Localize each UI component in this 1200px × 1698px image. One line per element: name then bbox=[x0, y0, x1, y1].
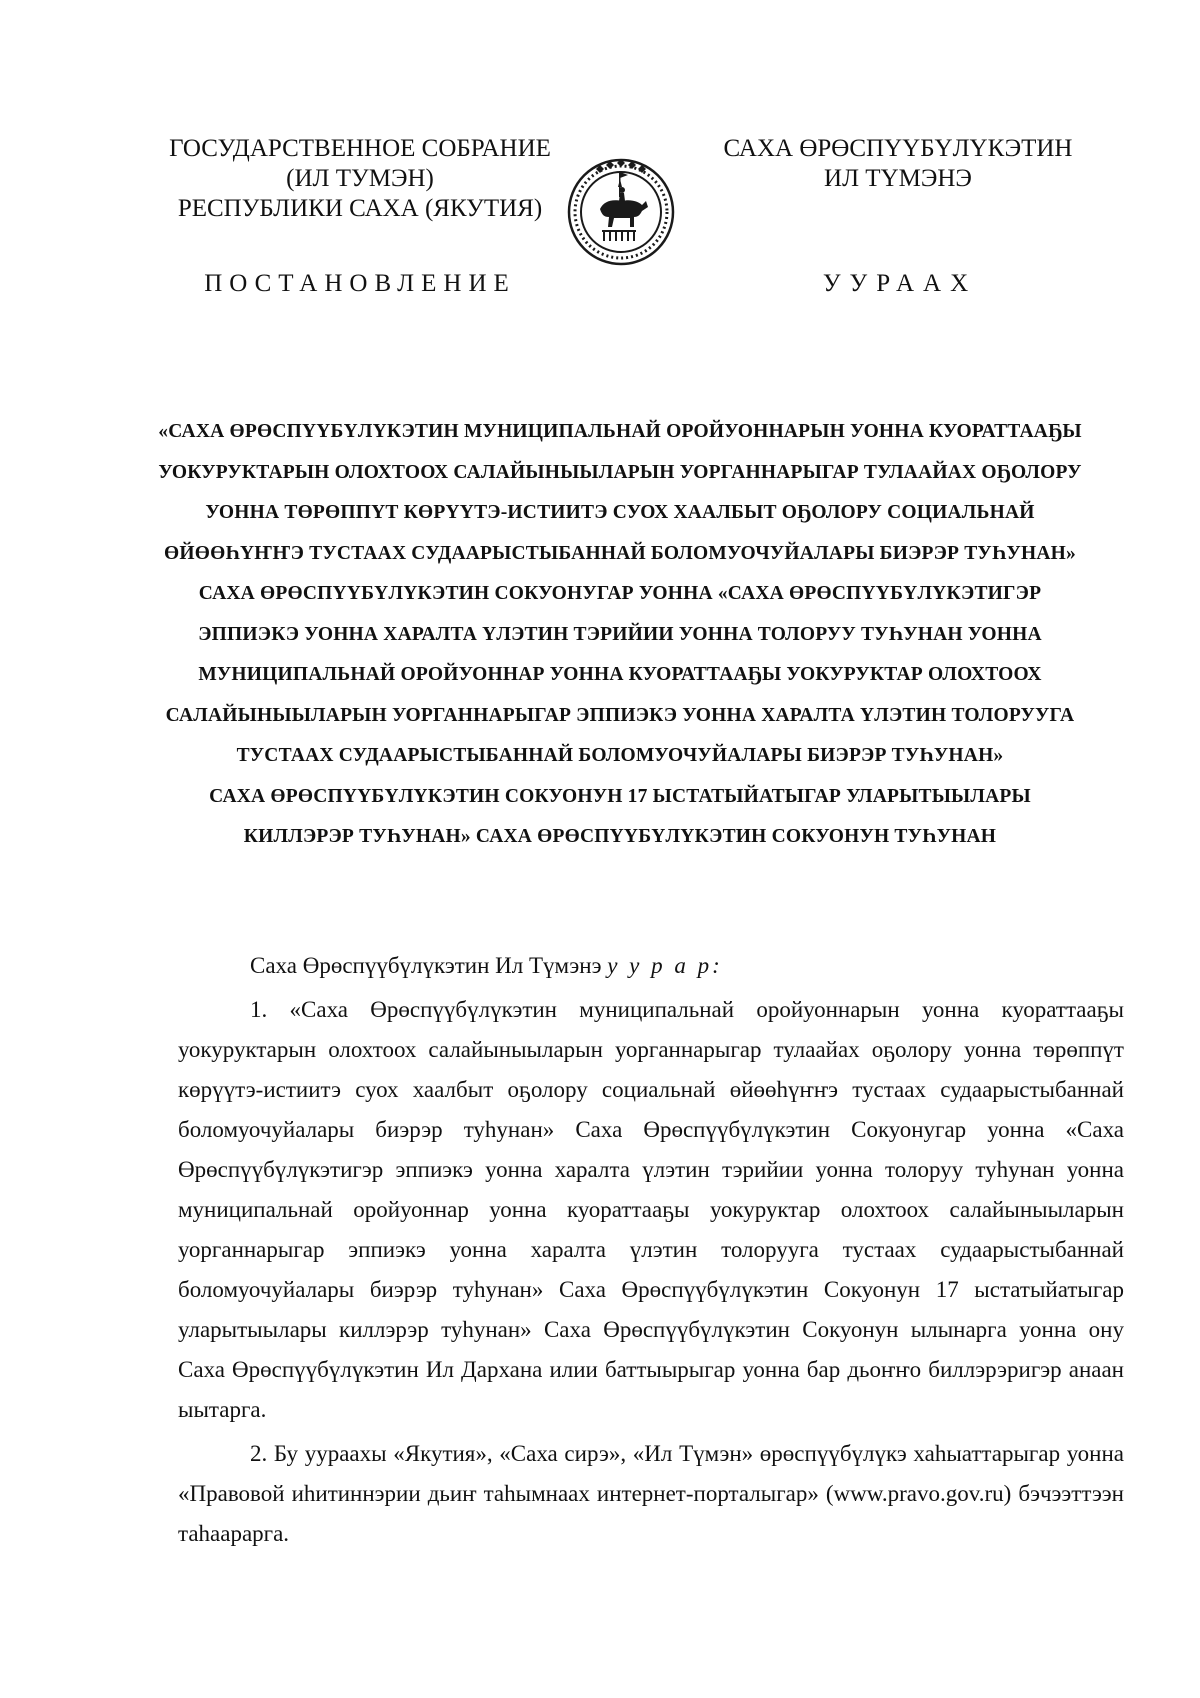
header-yakut-line2: ИЛ ТҮМЭНЭ bbox=[824, 165, 972, 192]
header-yakut-line1: САХА ӨРӨСПҮҮБҮЛҮКЭТИН bbox=[723, 135, 1073, 162]
doctype-russian: ПОСТАНОВЛЕНИЕ bbox=[204, 270, 516, 297]
paragraph-2: 2. Бу уураахы «Якутия», «Саха сирэ», «Ил Түмэн» өрөспүүбүлүкэ хаһыаттарыгар уонна «Правовой иһитиннэрии дьиҥ таһымнаах интернет-порталыгар» (www.pravo.gov.ru) бэчээттээн таһаарарга. bbox=[178, 1441, 1124, 1546]
coat-of-arms-icon bbox=[566, 157, 676, 267]
header-russian-line3: РЕСПУБЛИКИ САХА (ЯКУТИЯ) bbox=[177, 195, 543, 222]
title-line: САХА ӨРӨСПҮҮБҮЛҮКЭТИН СОКУОНУН 17 ЫСТАТЫЙАТЫГАР УЛАРЫТЫЫЛАРЫ bbox=[209, 785, 1031, 807]
title-line: УОННА ТӨРӨППҮТ КӨРҮҮТЭ-ИСТИИТЭ СУОХ ХААЛБЫТ ОҔОЛОРУ СОЦИАЛЬНАЙ bbox=[205, 502, 1035, 523]
title-line: УОКУРУКТАРЫН ОЛОХТООХ САЛАЙЫНЫЫЛАРЫН УОРГАННАРЫГАР ТУЛААЙАХ ОҔОЛОРУ bbox=[158, 461, 1082, 483]
title-line: КИЛЛЭРЭР ТУҺУНАН» САХА ӨРӨСПҮҮБҮЛҮКЭТИН СОКУОНУН ТУҺУНАН bbox=[243, 826, 997, 847]
title-line: ӨЙӨӨҺҮҤҤЭ ТУСТААХ СУДААРЫСТЫБАННАЙ БОЛОМУОЧУЙАЛАРЫ БИЭРЭР ТУҺУНАН» bbox=[164, 542, 1076, 564]
paragraph-1: 1. «Саха Өрөспүүбүлүкэтин муниципальнай оройуоннарын уонна куораттааҕы уокуруктарын олохтоох салайыныыларын уорганнарыгар тулаайах оҕолору уонна төрөппүт көрүүтэ-истиитэ суох хаалбыт оҕолору социальнай өйөөһүҥҥэ тустаах судаарыстыбаннай боломуочуйалары биэрэр туһунан» Саха Өрөспүүбүлүкэтин Сокуонугар уонна «Саха Өрөспүүбүлүкэтигэр эппиэкэ уонна харалта үлэтин тэрийии уонна толоруу туһунан уонна муниципальнай оройуоннар уонна куораттааҕы уокуруктар олохтоох салайыныыларын уорганнарыгар эппиэкэ уонна харалта үлэтин толорууга тустаах судаарыстыбаннай боломуочуйалары биэрэр туһунан» Саха Өрөспүүбүлүкэтин Сокуонун 17 ыстатыйатыгар уларытыылары киллэрэр туһунан» Саха Өрөспүүбүлүкэтин Сокуонун ылынарга уонна ону Саха Өрөспүүбүлүкэтин Ил Дархана илии баттыырыгар уонна бар дьоҥҥо биллэрэригэр анаан ыытарга. bbox=[178, 997, 1124, 1422]
decree-intro bbox=[178, 946, 1124, 986]
title-line: ЭППИЭКЭ УОННА ХАРАЛТА ҮЛЭТИН ТЭРИЙИИ УОННА ТОЛОРУУ ТУҺУНАН УОННА bbox=[198, 623, 1042, 645]
decree-word: у у р а р: bbox=[607, 953, 723, 978]
header-russian-line1: ГОСУДАРСТВЕННОЕ СОБРАНИЕ bbox=[169, 135, 551, 162]
title-line: МУНИЦИПАЛЬНАЙ ОРОЙУОННАР УОННА КУОРАТТААҔЫ УОКУРУКТАР ОЛОХТООХ bbox=[198, 664, 1042, 685]
decree-intro-text: Саха Өрөспүүбүлүкэтин Ил Түмэнэ bbox=[250, 953, 602, 978]
title-line: ТУСТААХ СУДААРЫСТЫБАННАЙ БОЛОМУОЧУЙАЛАРЫ БИЭРЭР ТУҺУНАН» bbox=[236, 745, 1004, 766]
header-russian-line2: (ИЛ ТУМЭН) bbox=[286, 165, 434, 192]
title-line: САХА ӨРӨСПҮҮБҮЛҮКЭТИН СОКУОНУГАР УОННА «САХА ӨРӨСПҮҮБҮЛҮКЭТИГЭР bbox=[198, 583, 1042, 604]
title-line: САЛАЙЫНЫЫЛАРЫН УОРГАННАРЫГАР ЭППИЭКЭ УОННА ХАРАЛТА ҮЛЭТИН ТОЛОРУУГА bbox=[165, 704, 1075, 726]
doctype-yakut: УУРААХ bbox=[822, 270, 978, 297]
header-yakut bbox=[718, 134, 1078, 194]
title-line: «САХА ӨРӨСПҮҮБҮЛҮКЭТИН МУНИЦИПАЛЬНАЙ ОРОЙУОННАРЫН УОННА КУОРАТТААҔЫ bbox=[158, 421, 1082, 442]
document-title bbox=[150, 412, 1090, 858]
header-russian bbox=[150, 134, 570, 224]
document-body bbox=[178, 946, 1124, 1554]
